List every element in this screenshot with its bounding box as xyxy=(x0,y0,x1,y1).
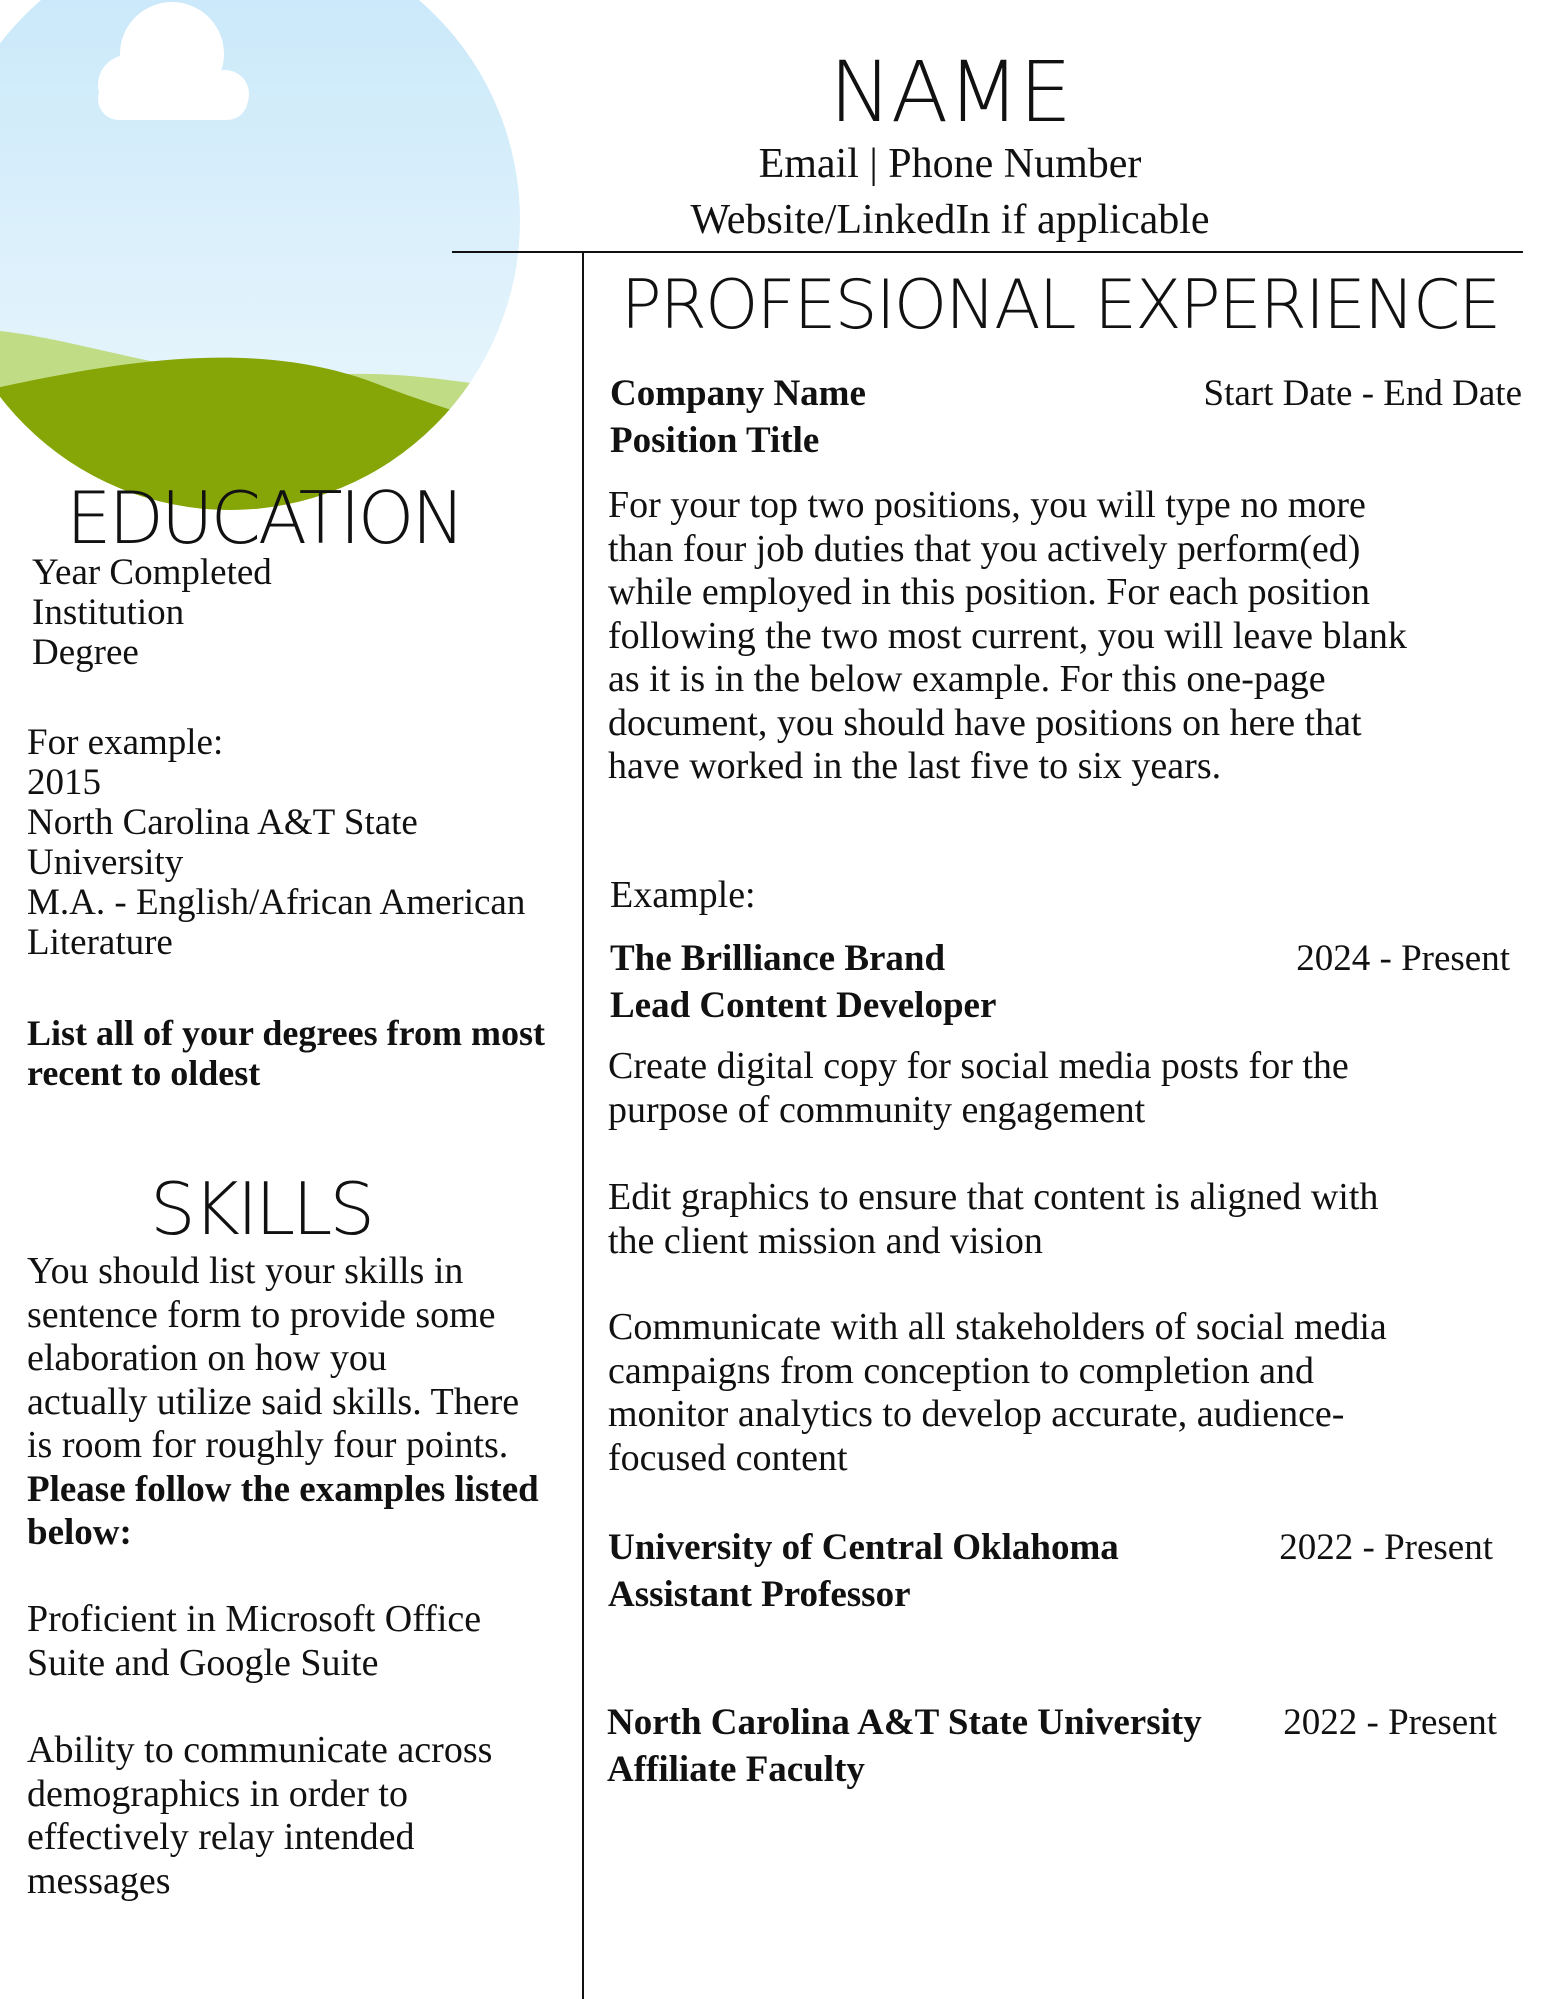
experience-heading: PROFESIONAL EXPERIENCE xyxy=(620,266,1500,345)
job-dates: 2022 - Present xyxy=(1283,1702,1497,1743)
job-duty: Edit graphics to ensure that content is aligned with the client mission and vision xyxy=(608,1176,1379,1262)
skill-item: Ability to communicate across demographics in order to effectively relay intended messages xyxy=(27,1729,493,1902)
job-dates: 2024 - Present xyxy=(1296,938,1510,979)
education-template: Year Completed Institution Degree xyxy=(32,552,272,673)
job-title: Assistant Professor xyxy=(608,1574,911,1615)
job-dates: 2022 - Present xyxy=(1279,1527,1493,1568)
education-example: For example: 2015 North Carolina A&T State University M.A. - English/African American Literature xyxy=(27,722,526,963)
job-title: Lead Content Developer xyxy=(610,985,997,1026)
template-instructions: For your top two positions, you will type no more than four job duties that you actively perform(ed) while employed in this position. For each position following the two most current, you will leave blank as it is in the below example. For this one-page document, you should have positions on here that have worked in the last five to six years. xyxy=(608,484,1407,787)
skill-item: Proficient in Microsoft Office Suite and Google Suite xyxy=(27,1598,482,1684)
template-company: Company Name xyxy=(610,373,866,414)
job-company: University of Central Oklahoma xyxy=(608,1527,1119,1568)
job-duty: Communicate with all stakeholders of social media campaigns from conception to completion and monitor analytics to develop accurate, audience- focused content xyxy=(608,1306,1387,1479)
contact-info xyxy=(640,136,1260,248)
skills-heading: SKILLS xyxy=(150,1167,373,1251)
job-company: North Carolina A&T State University xyxy=(607,1702,1202,1743)
header-divider xyxy=(452,251,1523,253)
example-label: Example: xyxy=(610,874,756,916)
template-dates: Start Date - End Date xyxy=(1203,373,1522,414)
landscape-circle-illustration xyxy=(0,0,520,510)
candidate-name: NAME xyxy=(829,43,1071,141)
job-company: The Brilliance Brand xyxy=(610,938,946,979)
job-title: Affiliate Faculty xyxy=(607,1749,865,1790)
job-duty: Create digital copy for social media posts for the purpose of community engagement xyxy=(608,1045,1349,1131)
template-title: Position Title xyxy=(610,420,820,461)
skills-intro: You should list your skills in sentence form to provide some elaboration on how you actually utilize said skills. There is room for roughly four points. Please follow the examples listed below: xyxy=(27,1250,539,1553)
education-note: List all of your degrees from most recent to oldest xyxy=(27,1013,545,1093)
education-heading: EDUCATION xyxy=(66,476,463,560)
contact-line-email-phone: Email | Phone Number xyxy=(758,141,1142,187)
contact-line-website: Website/LinkedIn if applicable xyxy=(690,197,1210,243)
